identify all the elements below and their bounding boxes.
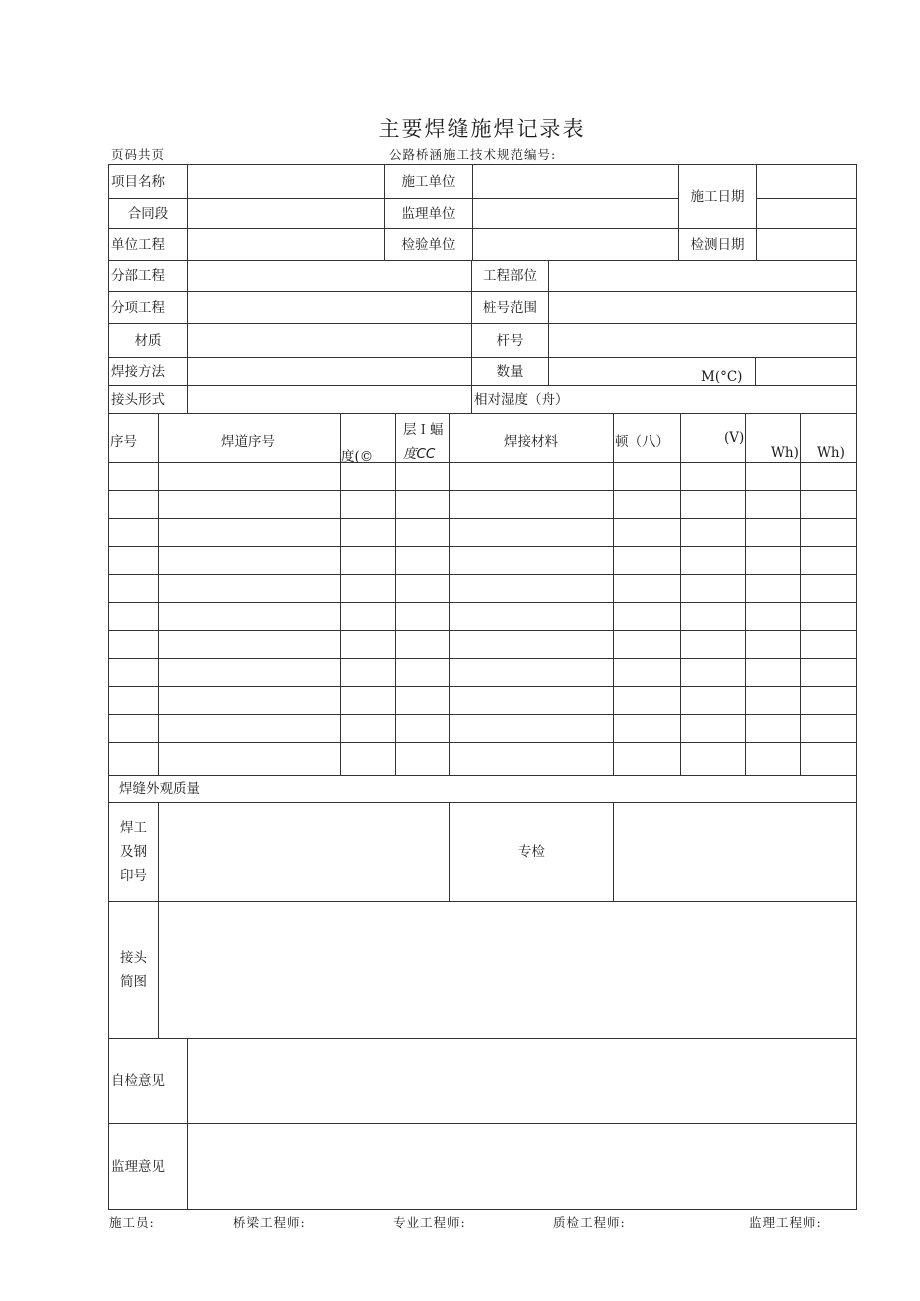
table-row-cell[interactable] bbox=[449, 546, 613, 574]
joint-form-label: 接头形式 bbox=[108, 385, 187, 413]
table-row-cell[interactable] bbox=[745, 714, 800, 742]
table-row-cell[interactable] bbox=[340, 546, 395, 574]
table-row-cell[interactable] bbox=[108, 658, 158, 686]
member-no-field[interactable] bbox=[548, 323, 857, 357]
relative-humidity-label: 相对湿度（舟） bbox=[471, 385, 857, 413]
footer-bridge-engineer: 桥梁工程师: bbox=[233, 1215, 306, 1230]
table-row-cell[interactable] bbox=[158, 742, 340, 775]
inspection-date-field[interactable] bbox=[756, 228, 857, 260]
table-row-cell[interactable] bbox=[613, 630, 680, 658]
col-seq-header: 序号 bbox=[110, 434, 137, 450]
table-row-cell[interactable] bbox=[449, 518, 613, 546]
col-pass-seq-header: 焊道序号 bbox=[221, 434, 275, 450]
col-material-header: 焊接材料 bbox=[504, 434, 558, 450]
table-row-cell[interactable] bbox=[158, 546, 340, 574]
table-row-cell[interactable] bbox=[680, 602, 745, 630]
inspection-unit-label: 检验单位 bbox=[384, 228, 472, 260]
table-row-cell[interactable] bbox=[613, 518, 680, 546]
table-row-cell[interactable] bbox=[800, 518, 857, 546]
col-energy2-header: Wh) bbox=[817, 445, 845, 461]
project-part-field[interactable] bbox=[548, 260, 857, 291]
pile-range-label: 桩号范围 bbox=[471, 291, 548, 323]
construction-unit-field[interactable] bbox=[472, 164, 678, 198]
table-row-cell[interactable] bbox=[745, 574, 800, 602]
material-field[interactable] bbox=[187, 323, 471, 357]
table-row-cell[interactable] bbox=[108, 518, 158, 546]
table-row-cell[interactable] bbox=[613, 742, 680, 775]
table-row-cell[interactable] bbox=[340, 630, 395, 658]
construction-date-field-1[interactable] bbox=[756, 164, 857, 198]
table-row-cell[interactable] bbox=[680, 742, 745, 775]
table-row-cell[interactable] bbox=[340, 574, 395, 602]
joint-sketch-label: 接头 简图 bbox=[108, 901, 158, 1038]
table-row-cell[interactable] bbox=[340, 658, 395, 686]
table-row-cell[interactable] bbox=[158, 686, 340, 714]
table-row-cell[interactable] bbox=[340, 686, 395, 714]
division-project-field[interactable] bbox=[187, 260, 471, 291]
table-row-cell[interactable] bbox=[680, 546, 745, 574]
col-energy1-header: Wh) bbox=[771, 445, 799, 461]
table-row-cell[interactable] bbox=[800, 462, 857, 490]
table-row-cell[interactable] bbox=[158, 602, 340, 630]
table-row-cell[interactable] bbox=[680, 630, 745, 658]
table-row-cell[interactable] bbox=[613, 490, 680, 518]
unit-project-label: 单位工程 bbox=[108, 228, 187, 260]
supervision-opinion-field[interactable] bbox=[187, 1123, 857, 1210]
table-row-cell[interactable] bbox=[800, 714, 857, 742]
temperature-field[interactable] bbox=[755, 357, 857, 385]
table-row-cell[interactable] bbox=[395, 742, 449, 775]
subitem-project-label: 分项工程 bbox=[108, 291, 187, 323]
table-row-cell[interactable] bbox=[158, 462, 340, 490]
table-row-cell[interactable] bbox=[395, 714, 449, 742]
table-row-cell[interactable] bbox=[158, 714, 340, 742]
appearance-quality-label: 焊缝外观质量 bbox=[108, 775, 857, 802]
table-row-cell[interactable] bbox=[108, 602, 158, 630]
table-row-cell[interactable] bbox=[680, 574, 745, 602]
table-row-cell[interactable] bbox=[800, 602, 857, 630]
self-check-label: 自检意见 bbox=[108, 1038, 187, 1123]
footer-specialist-engineer: 专业工程师: bbox=[393, 1215, 466, 1230]
col-layer-header-bottom: 度CC bbox=[403, 446, 436, 462]
table-row-cell[interactable] bbox=[449, 714, 613, 742]
joint-form-field[interactable] bbox=[187, 385, 471, 413]
construction-unit-label: 施工单位 bbox=[384, 164, 472, 198]
quantity-label: 数量 bbox=[471, 357, 548, 385]
subitem-project-field[interactable] bbox=[187, 291, 471, 323]
table-row-cell[interactable] bbox=[680, 490, 745, 518]
table-row-cell[interactable] bbox=[158, 518, 340, 546]
table-row-cell[interactable] bbox=[108, 490, 158, 518]
table-row-cell[interactable] bbox=[449, 602, 613, 630]
project-name-label: 项目名称 bbox=[108, 164, 187, 198]
table-row-cell[interactable] bbox=[800, 630, 857, 658]
joint-sketch-area[interactable] bbox=[158, 901, 857, 1038]
table-row-cell[interactable] bbox=[613, 686, 680, 714]
footer-builder: 施工员: bbox=[109, 1215, 155, 1230]
table-row-cell[interactable] bbox=[340, 602, 395, 630]
table-row-cell[interactable] bbox=[158, 490, 340, 518]
supervision-unit-field[interactable] bbox=[472, 198, 678, 228]
table-row-cell[interactable] bbox=[395, 546, 449, 574]
table-row-cell[interactable] bbox=[613, 462, 680, 490]
table-row-cell[interactable] bbox=[395, 602, 449, 630]
welding-record-table bbox=[108, 164, 857, 1210]
table-row-cell[interactable] bbox=[108, 686, 158, 714]
supervision-unit-label: 监理单位 bbox=[384, 198, 472, 228]
table-row-cell[interactable] bbox=[613, 714, 680, 742]
col-current-header: 顿（八） bbox=[615, 434, 669, 450]
pile-range-field[interactable] bbox=[548, 291, 857, 323]
table-row-cell[interactable] bbox=[449, 574, 613, 602]
table-row-cell[interactable] bbox=[340, 462, 395, 490]
table-row-cell[interactable] bbox=[449, 742, 613, 775]
special-inspection-field[interactable] bbox=[613, 802, 857, 901]
table-row-cell[interactable] bbox=[395, 490, 449, 518]
table-row-cell[interactable] bbox=[158, 630, 340, 658]
page-info: 页码共页 bbox=[111, 147, 166, 162]
table-row-cell[interactable] bbox=[800, 742, 857, 775]
table-row-cell[interactable] bbox=[745, 490, 800, 518]
table-row-cell[interactable] bbox=[395, 462, 449, 490]
table-row-cell[interactable] bbox=[680, 658, 745, 686]
table-row-cell[interactable] bbox=[449, 658, 613, 686]
division-project-label: 分部工程 bbox=[108, 260, 187, 291]
col-voltage-header: (V) bbox=[724, 430, 745, 446]
unit-project-field[interactable] bbox=[187, 228, 384, 260]
table-row-cell[interactable] bbox=[680, 518, 745, 546]
table-row-cell[interactable] bbox=[745, 546, 800, 574]
table-row-cell[interactable] bbox=[613, 602, 680, 630]
special-inspection-label: 专检 bbox=[449, 802, 613, 901]
inspection-date-label: 检测日期 bbox=[678, 228, 756, 260]
table-row-cell[interactable] bbox=[395, 518, 449, 546]
table-row-cell[interactable] bbox=[395, 630, 449, 658]
welder-stamp-label: 焊工 及钢 印号 bbox=[108, 802, 158, 901]
supervision-opinion-label: 监理意见 bbox=[108, 1123, 187, 1210]
welding-method-field[interactable] bbox=[187, 357, 471, 385]
table-row-cell[interactable] bbox=[745, 658, 800, 686]
table-row-cell[interactable] bbox=[800, 658, 857, 686]
table-row-cell[interactable] bbox=[108, 630, 158, 658]
project-part-label: 工程部位 bbox=[471, 260, 548, 291]
page-title: 主要焊缝施焊记录表 bbox=[378, 117, 586, 141]
table-row-cell[interactable] bbox=[680, 714, 745, 742]
spec-number-label: 公路桥涵施工技术规范编号: bbox=[389, 147, 557, 162]
table-row-cell[interactable] bbox=[108, 546, 158, 574]
construction-date-field-2[interactable] bbox=[756, 198, 857, 228]
material-label: 材质 bbox=[108, 323, 187, 357]
table-row-cell[interactable] bbox=[395, 574, 449, 602]
table-row-cell[interactable] bbox=[745, 462, 800, 490]
table-row-cell[interactable] bbox=[395, 686, 449, 714]
table-row-cell[interactable] bbox=[613, 546, 680, 574]
welding-method-label: 焊接方法 bbox=[108, 357, 187, 385]
table-row-cell[interactable] bbox=[449, 490, 613, 518]
table-row-cell[interactable] bbox=[108, 742, 158, 775]
table-row-cell[interactable] bbox=[158, 658, 340, 686]
table-row-cell[interactable] bbox=[340, 714, 395, 742]
project-name-field[interactable] bbox=[187, 164, 384, 198]
table-row-cell[interactable] bbox=[800, 574, 857, 602]
member-no-label: 杆号 bbox=[471, 323, 548, 357]
table-row-cell[interactable] bbox=[340, 742, 395, 775]
table-row-cell[interactable] bbox=[340, 518, 395, 546]
construction-date-label: 施工日期 bbox=[678, 164, 756, 228]
contract-section-label: 合同段 bbox=[108, 198, 187, 228]
table-row-cell[interactable] bbox=[800, 686, 857, 714]
contract-section-field[interactable] bbox=[187, 198, 384, 228]
table-row-cell[interactable] bbox=[108, 462, 158, 490]
temperature-unit-label: M(°C) bbox=[701, 369, 743, 385]
col-temp-header: 度(© bbox=[341, 449, 374, 465]
table-row-cell[interactable] bbox=[745, 518, 800, 546]
self-check-field[interactable] bbox=[187, 1038, 857, 1123]
table-row-cell[interactable] bbox=[680, 686, 745, 714]
table-row-cell[interactable] bbox=[395, 658, 449, 686]
table-row-cell[interactable] bbox=[745, 686, 800, 714]
table-row-cell[interactable] bbox=[745, 742, 800, 775]
table-row-cell[interactable] bbox=[449, 462, 613, 490]
welder-stamp-field[interactable] bbox=[158, 802, 449, 901]
table-row-cell[interactable] bbox=[449, 630, 613, 658]
table-row-cell[interactable] bbox=[340, 490, 395, 518]
table-row-cell[interactable] bbox=[108, 714, 158, 742]
table-row-cell[interactable] bbox=[800, 546, 857, 574]
col-layer-header-top: 层Ｉ蝠 bbox=[403, 422, 444, 438]
inspection-unit-field[interactable] bbox=[472, 228, 678, 260]
table-row-cell[interactable] bbox=[613, 658, 680, 686]
table-row-cell[interactable] bbox=[613, 574, 680, 602]
table-row-cell[interactable] bbox=[158, 574, 340, 602]
footer-supervisor-engineer: 监理工程师: bbox=[749, 1215, 822, 1230]
table-row-cell[interactable] bbox=[800, 490, 857, 518]
footer-quality-engineer: 质检工程师: bbox=[553, 1215, 626, 1230]
table-row-cell[interactable] bbox=[680, 462, 745, 490]
table-row-cell[interactable] bbox=[745, 602, 800, 630]
table-row-cell[interactable] bbox=[745, 630, 800, 658]
table-row-cell[interactable] bbox=[108, 574, 158, 602]
table-row-cell[interactable] bbox=[449, 686, 613, 714]
